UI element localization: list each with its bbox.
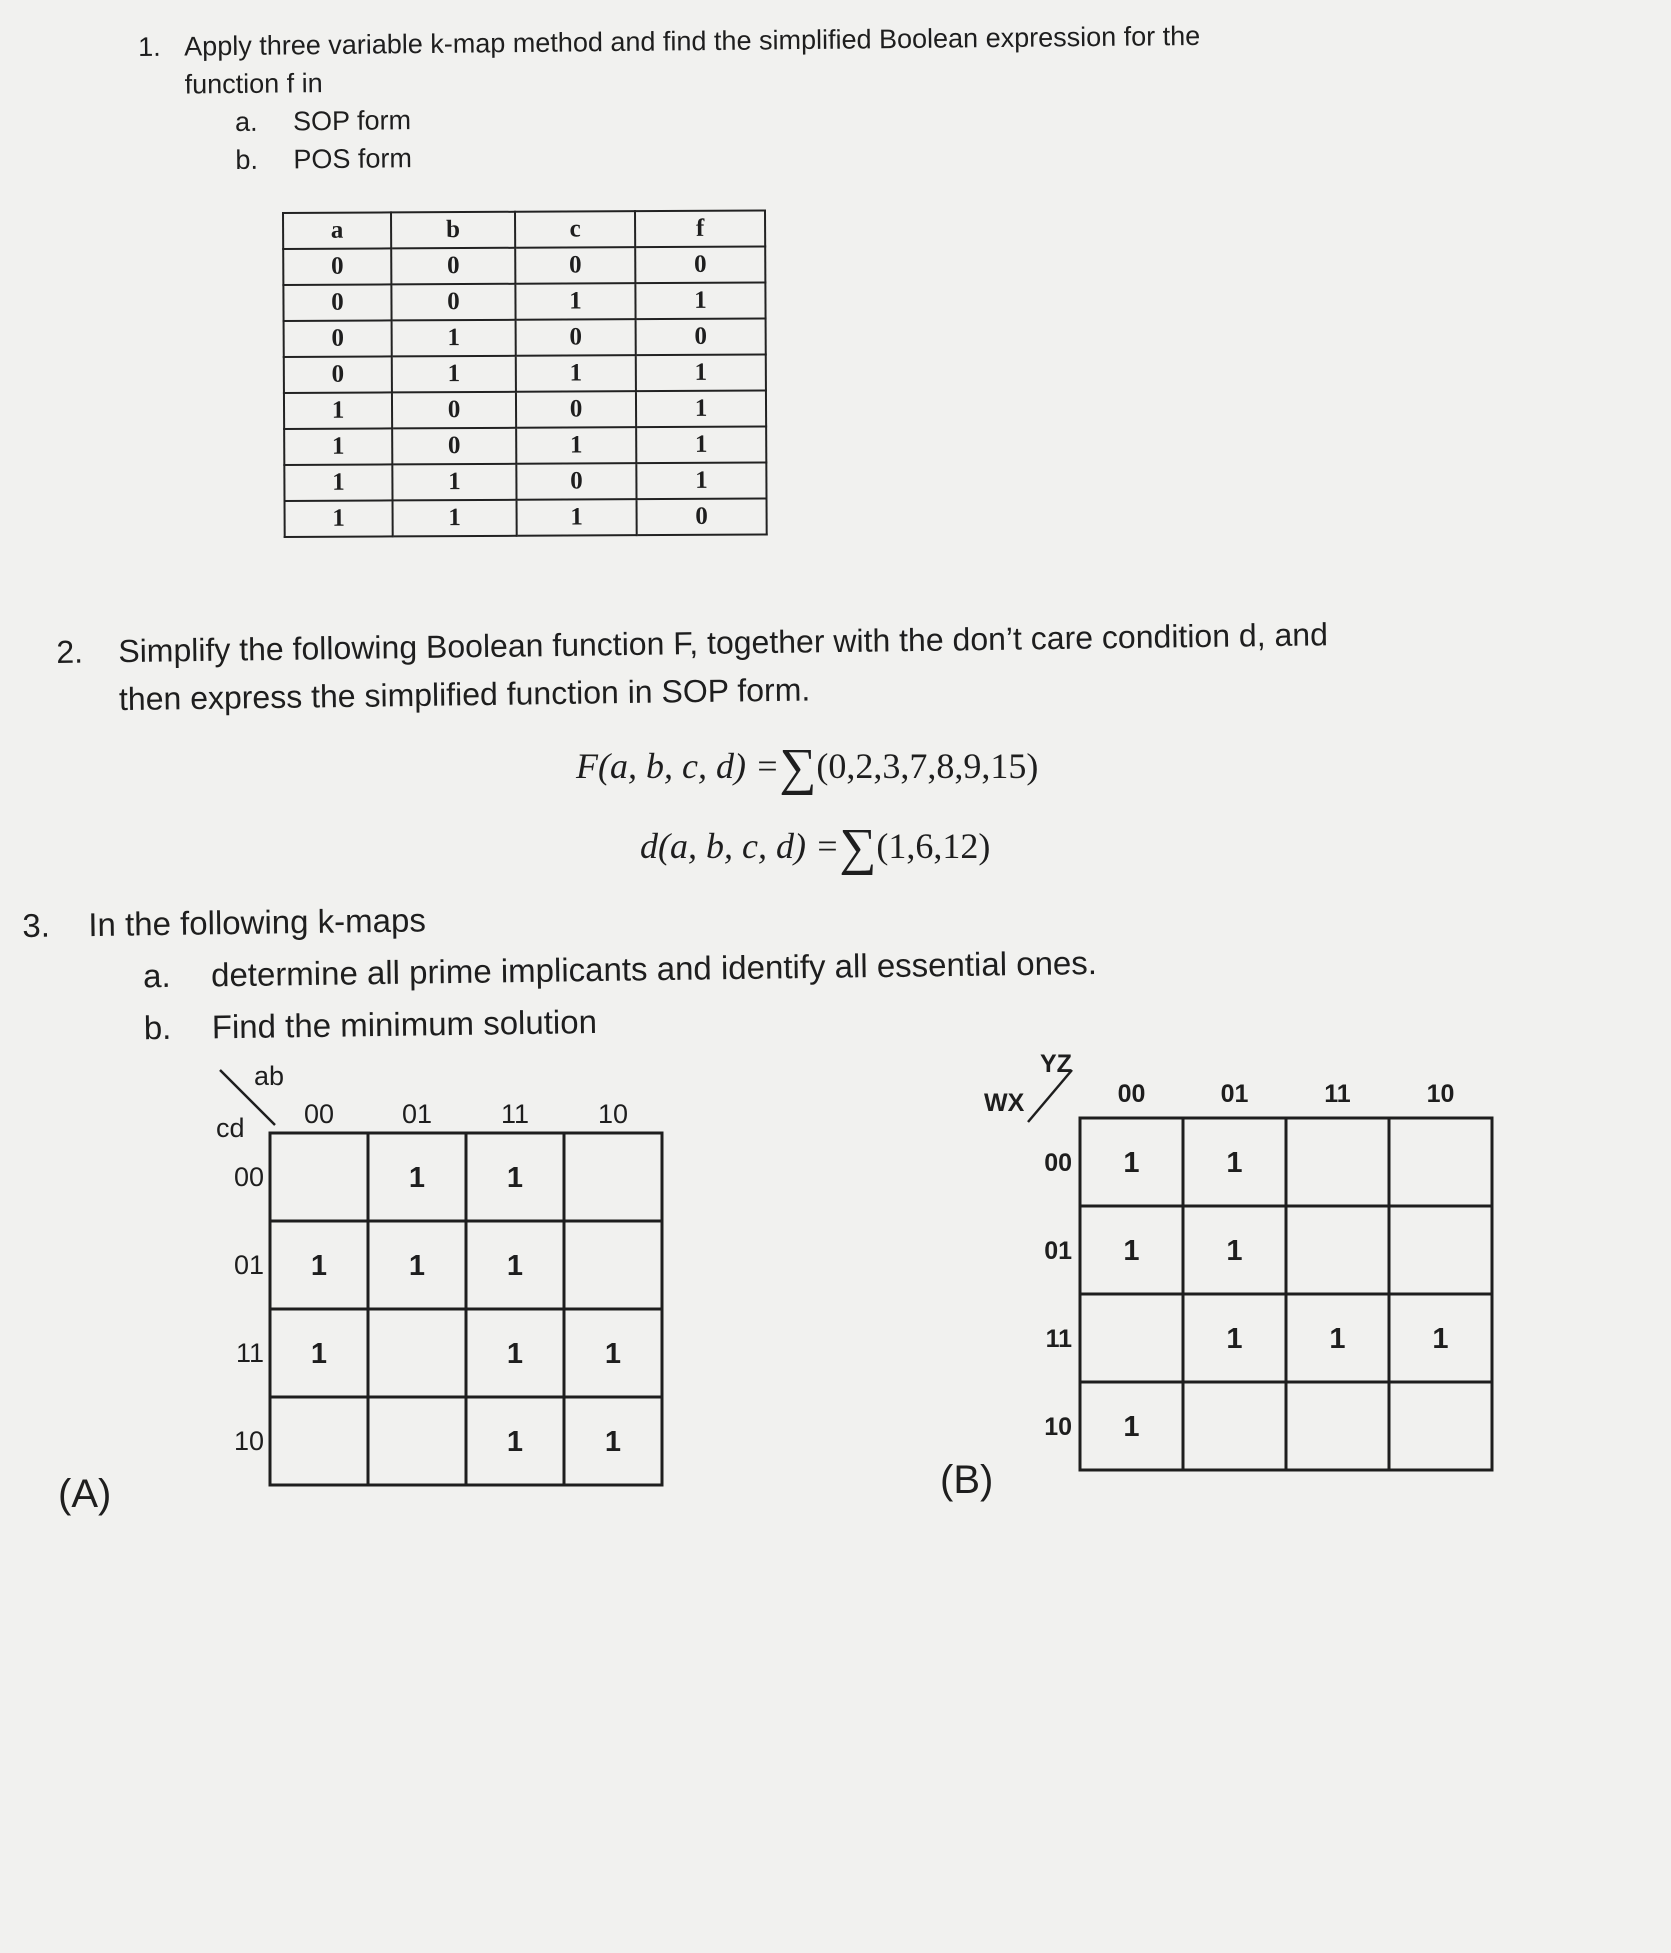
kmap-a-col-var: ab <box>254 1061 285 1091</box>
truth-table-row <box>284 318 766 357</box>
equation-d <box>640 818 990 877</box>
truth-table-cell: 0 <box>391 248 515 285</box>
truth-table-row <box>284 462 766 501</box>
equation-d-lhs: d(a, b, c, d) = <box>640 826 840 866</box>
kmap-b-col-var: YZ <box>1040 1050 1072 1078</box>
kmap-b-row-header: 10 <box>1044 1413 1072 1441</box>
kmap-b-cell: 1 <box>1123 1411 1140 1443</box>
kmap-b-cell: 1 <box>1432 1323 1449 1355</box>
kmap-a-grid <box>234 1099 662 1485</box>
equation-f-args: (0,2,3,7,8,9,15) <box>816 746 1039 786</box>
kmap-a-col-header: 00 <box>303 1099 335 1129</box>
kmap-b-col-header: 01 <box>1220 1080 1249 1108</box>
truth-table-cell: 1 <box>517 499 637 536</box>
kmap-a-cell: 1 <box>408 1162 426 1194</box>
kmap-b-row-header: 11 <box>1045 1325 1072 1353</box>
kmap-a-row-header: 00 <box>233 1162 264 1192</box>
truth-table-cell: 0 <box>283 284 391 321</box>
kmap-a-col-header: 11 <box>500 1099 530 1129</box>
truth-table-header: a <box>283 212 391 249</box>
kmap-b-label: (B) <box>940 1458 994 1502</box>
kmap-b-cell: 1 <box>1226 1147 1243 1179</box>
kmap-b-col-header: 10 <box>1426 1080 1455 1108</box>
truth-table-cell: 0 <box>284 356 392 393</box>
truth-table-cell: 0 <box>636 318 766 355</box>
kmap-a-row-header: 11 <box>235 1338 264 1368</box>
question-2-text-line1: Simplify the following Boolean function F, together with the don’t care condition d, and <box>118 616 1329 670</box>
truth-table-cell: 1 <box>284 464 392 501</box>
equation-f-sigma: ∑ <box>779 739 817 796</box>
question-1-sub-a-label: a. <box>234 106 258 137</box>
question-3-number: 3. <box>22 906 51 944</box>
kmap-a <box>190 1055 690 1515</box>
truth-table-cell: 0 <box>391 284 515 321</box>
truth-table-cell: 0 <box>516 319 636 356</box>
question-3-text: In the following k-maps <box>88 901 427 944</box>
kmap-b-grid <box>1044 1080 1492 1470</box>
equation-d-args: (1,6,12) <box>876 826 991 866</box>
question-1 <box>138 14 1480 180</box>
kmap-a-cell: 1 <box>506 1426 524 1458</box>
question-1-sub-b-label: b. <box>235 144 259 175</box>
kmap-b-cell: 1 <box>1226 1235 1243 1267</box>
equation-d-sigma: ∑ <box>839 819 877 876</box>
question-1-text-line2: function f in <box>184 68 323 100</box>
kmap-b-row-header: 00 <box>1044 1149 1072 1177</box>
truth-table-header: c <box>515 211 635 248</box>
truth-table-cell: 1 <box>284 392 392 429</box>
truth-table-header: f <box>635 210 765 247</box>
equation-f <box>576 738 1038 797</box>
truth-table-cell: 1 <box>392 320 516 357</box>
truth-table-cell: 0 <box>283 248 391 285</box>
kmap-b-row-header: 01 <box>1044 1237 1072 1265</box>
truth-table-cell: 1 <box>636 354 766 391</box>
truth-table-cell: 0 <box>284 320 392 357</box>
kmap-b-cell: 1 <box>1123 1147 1140 1179</box>
truth-table-cell: 0 <box>516 463 636 500</box>
kmap-a-cell: 1 <box>310 1338 328 1370</box>
kmap-a-row-header: 01 <box>233 1250 264 1280</box>
kmap-a-cell: 1 <box>604 1338 622 1370</box>
kmap-b-col-header: 00 <box>1117 1080 1146 1108</box>
question-3 <box>22 885 1098 1056</box>
question-3-sub-a-text: determine all prime implicants and identify all essential ones. <box>210 943 1098 994</box>
truth-table-cell: 1 <box>284 428 392 465</box>
question-3-sub-b-label: b. <box>143 1008 172 1047</box>
kmap-b-cell: 1 <box>1123 1235 1140 1267</box>
kmap-b-cell: 1 <box>1226 1323 1243 1355</box>
question-1-sub-b-text: POS form <box>293 143 413 175</box>
kmap-a-cell: 1 <box>506 1250 524 1282</box>
truth-table-cell: 1 <box>393 500 517 537</box>
question-1-sub-a-text: SOP form <box>292 105 412 137</box>
truth-table-cell: 1 <box>515 283 635 320</box>
kmap-b <box>980 1050 1540 1490</box>
question-1-text-line1: Apply three variable k-map method and find the simplified Boolean expression for the <box>184 20 1201 62</box>
truth-table-cell: 0 <box>637 498 767 535</box>
kmap-a-row-var: cd <box>216 1113 245 1143</box>
truth-table-cell: 1 <box>636 462 766 499</box>
kmap-a-label: (A) <box>58 1472 112 1516</box>
kmap-a-col-header: 01 <box>401 1099 433 1129</box>
equation-f-lhs: F(a, b, c, d) = <box>576 746 780 786</box>
truth-table-row <box>284 390 766 429</box>
question-3-sub-a-label: a. <box>142 956 171 995</box>
kmap-a-cell: 1 <box>506 1162 524 1194</box>
question-2 <box>56 606 1617 724</box>
kmap-a-col-header: 10 <box>597 1099 629 1129</box>
kmap-a-cell: 1 <box>310 1250 328 1282</box>
truth-table-cell: 0 <box>515 247 635 284</box>
truth-table-cell: 1 <box>636 390 766 427</box>
question-1-number: 1. <box>138 31 161 62</box>
truth-table-cell: 1 <box>285 500 393 537</box>
truth-table-cell: 1 <box>516 355 636 392</box>
question-2-text-line2: then express the simplified function in SOP form. <box>118 671 811 718</box>
truth-table-row <box>284 426 766 465</box>
truth-table-cell: 1 <box>635 282 765 319</box>
truth-table-cell: 0 <box>392 392 516 429</box>
truth-table-row <box>284 354 766 393</box>
truth-table-cell: 0 <box>635 246 765 283</box>
truth-table-cell: 1 <box>516 427 636 464</box>
question-2-number: 2. <box>56 633 84 670</box>
truth-table-row <box>283 246 765 285</box>
truth-table <box>282 209 768 538</box>
truth-table-header: b <box>391 212 515 249</box>
kmap-a-cell: 1 <box>408 1250 426 1282</box>
truth-table-row <box>285 498 767 537</box>
question-3-sub-b-text: Find the minimum solution <box>211 1002 598 1046</box>
truth-table-cell: 0 <box>392 428 516 465</box>
truth-table-cell: 1 <box>392 356 516 393</box>
kmap-b-col-header: 11 <box>1324 1080 1351 1108</box>
kmap-a-cell: 1 <box>506 1338 524 1370</box>
truth-table-cell: 1 <box>392 464 516 501</box>
truth-table-header-row <box>283 210 765 249</box>
truth-table-cell: 0 <box>516 391 636 428</box>
kmap-a-row-header: 10 <box>233 1426 264 1456</box>
truth-table-row <box>283 282 765 321</box>
kmap-b-row-var: WX <box>984 1089 1025 1117</box>
kmap-b-cell: 1 <box>1329 1323 1346 1355</box>
truth-table-cell: 1 <box>636 426 766 463</box>
kmap-a-cell: 1 <box>604 1426 622 1458</box>
